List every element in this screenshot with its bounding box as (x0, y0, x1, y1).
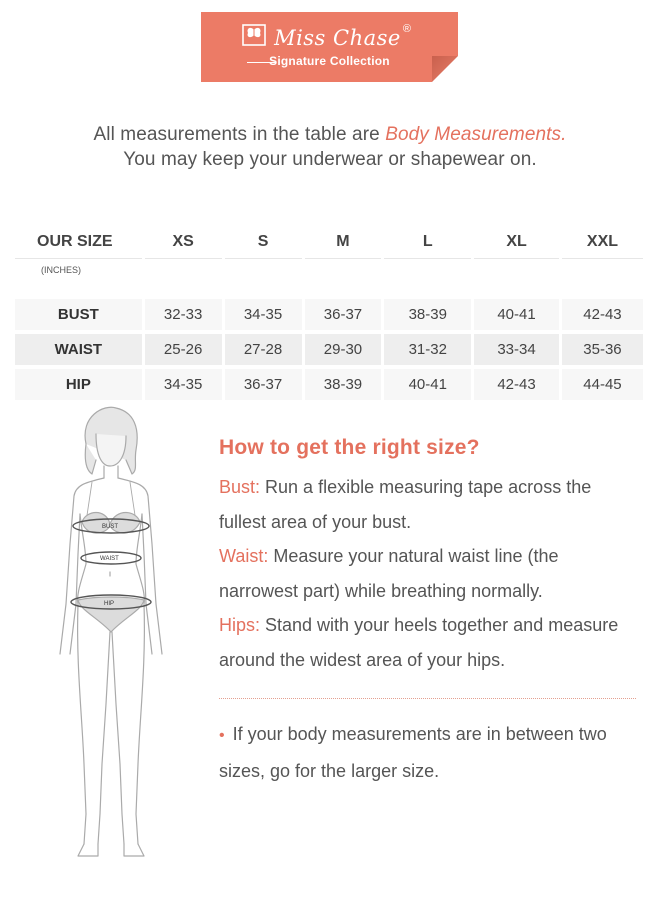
size-table (12, 222, 646, 404)
size-tip (219, 717, 639, 788)
table-cell: 29-30 (305, 334, 382, 365)
spacer-row (15, 281, 643, 295)
brand-row (201, 24, 458, 51)
table-cell: 32-33 (145, 299, 222, 330)
table-row-hip (15, 369, 643, 400)
brand-subtitle: Signature Collection (269, 54, 390, 68)
size-header: XL (474, 226, 559, 259)
registered-mark: ® (402, 22, 411, 35)
body-figure-illustration (46, 404, 176, 864)
table-cell: 34-35 (145, 369, 222, 400)
corner-label: OUR SIZE (15, 226, 142, 259)
table-cell: 40-41 (474, 299, 559, 330)
page-fold-corner (432, 56, 458, 82)
row-label: HIP (15, 369, 142, 400)
table-cell: 42-43 (562, 299, 643, 330)
table-cell: 34-35 (225, 299, 302, 330)
guide-text: Run a flexible measuring tape across the fullest area of your bust. (219, 477, 592, 532)
table-cell: 31-32 (384, 334, 471, 365)
size-header: XXL (562, 226, 643, 259)
table-cell: 33-34 (474, 334, 559, 365)
intro-accent: Body Measurements. (385, 124, 567, 145)
size-header: XS (145, 226, 222, 259)
dotted-divider (219, 698, 636, 699)
table-cell: 42-43 (474, 369, 559, 400)
guide-item-hips (219, 608, 639, 677)
table-cell: 25-26 (145, 334, 222, 365)
units-label: (INCHES) (41, 265, 81, 275)
row-label: BUST (15, 299, 142, 330)
guide-term: Bust: (219, 477, 261, 497)
hip-label: HIP (104, 601, 115, 607)
table-cell: 36-37 (305, 299, 382, 330)
intro-prefix: All measurements in the table are (93, 124, 386, 145)
size-header: M (305, 226, 382, 259)
table-cell: 38-39 (384, 299, 471, 330)
table-cell: 44-45 (562, 369, 643, 400)
waist-label: WAIST (100, 556, 119, 562)
intro-line-2: You may keep your underwear or shapewear on. (123, 149, 537, 170)
units-row (15, 263, 643, 277)
guide-term: Waist: (219, 546, 269, 566)
tip-text: If your body measurements are in between two sizes, go for the larger size. (219, 724, 607, 781)
size-header: S (225, 226, 302, 259)
butterfly-icon (242, 24, 266, 51)
brand-name: Miss Chase (274, 25, 401, 50)
guide-term: Hips: (219, 615, 261, 635)
guide-text: Stand with your heels together and measure around the widest area of your hips. (219, 615, 619, 670)
bullet-icon: • (219, 727, 225, 744)
table-cell: 35-36 (562, 334, 643, 365)
size-header: L (384, 226, 471, 259)
guide-item-bust (219, 470, 639, 539)
table-cell: 27-28 (225, 334, 302, 365)
table-cell: 38-39 (305, 369, 382, 400)
table-row-waist (15, 334, 643, 365)
table-cell: 40-41 (384, 369, 471, 400)
guide-item-waist (219, 539, 639, 608)
row-label: WAIST (15, 334, 142, 365)
guide-title: How to get the right size? (219, 436, 480, 459)
bust-label: BUST (102, 524, 119, 530)
brand-logo-badge (201, 12, 458, 82)
guide-text: Measure your natural waist line (the narrowest part) while breathing normally. (219, 546, 559, 601)
size-header-row (15, 226, 643, 259)
intro-line-1 (0, 124, 660, 146)
size-guide (219, 436, 639, 677)
table-row-bust (15, 299, 643, 330)
table-cell: 36-37 (225, 369, 302, 400)
body-figure (46, 404, 176, 864)
